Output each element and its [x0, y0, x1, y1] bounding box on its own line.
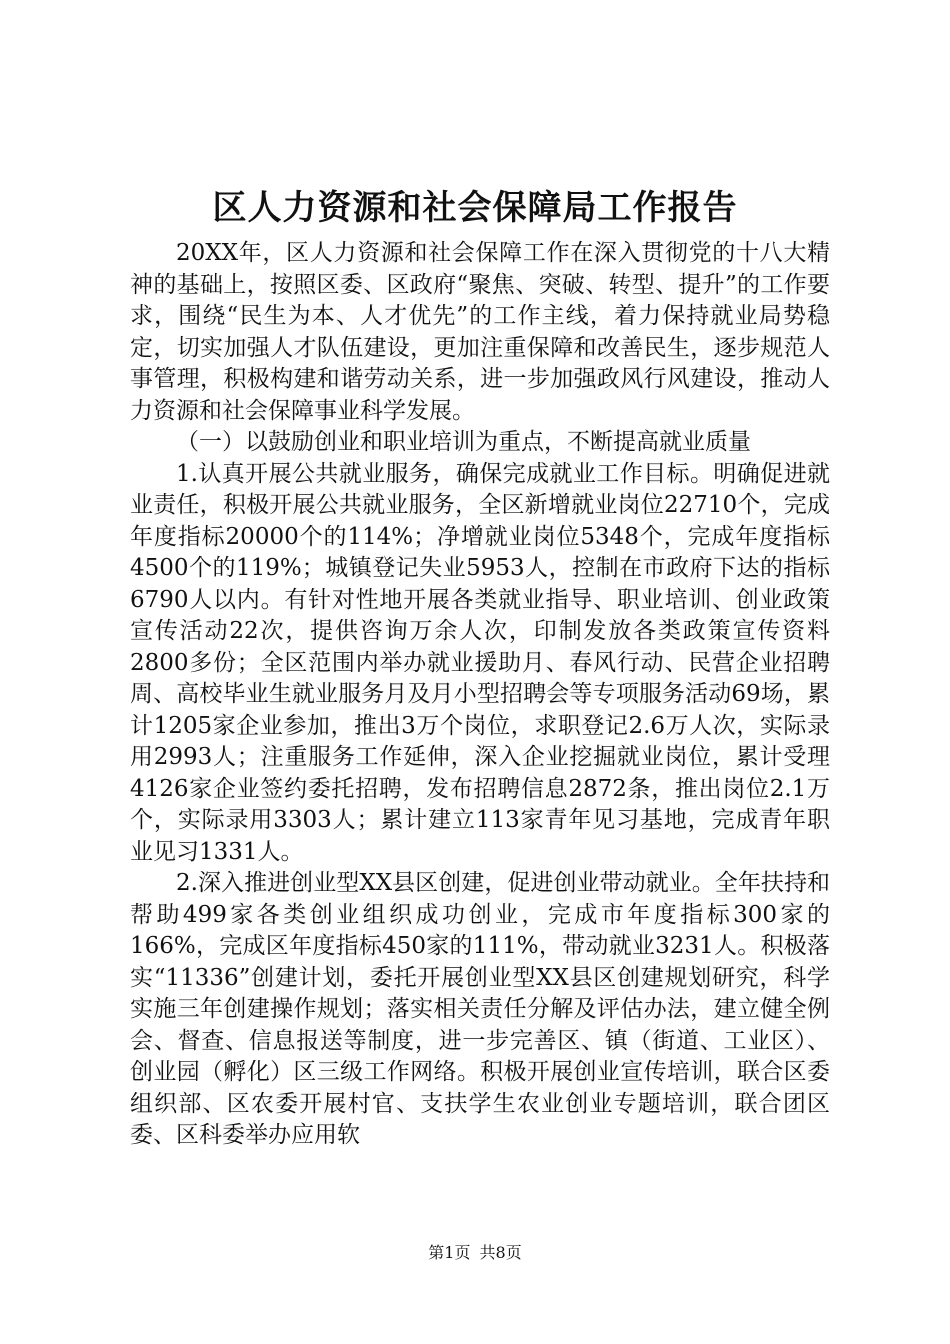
- page-total: 共8页: [479, 1243, 522, 1262]
- page-number: 第1页: [428, 1243, 471, 1262]
- paragraph-intro: 20XX年，区人力资源和社会保障工作在深入贯彻党的十八大精神的基础上，按照区委、区政府“聚焦、突破、转型、提升”的工作要求，围绕“民生为本、人才优先”的工作主线，着力保持就业局势稳定，切实加强人才队伍建设，更加注重保障和改善民生，逐步规范人事管理，积极构建和谐劳动关系，进一步加强政风行风建设，推动人力资源和社会保障事业科学发展。: [130, 240, 830, 424]
- section-heading: （一）以鼓励创业和职业培训为重点，不断提高就业质量: [176, 429, 751, 455]
- paragraph-item-2: 2.深入推进创业型XX县区创建，促进创业带动就业。全年扶持和帮助499家各类创业组织成功创业，完成市年度指标300家的166%，完成区年度指标450家的111%，带动就业3231人。积极落实“11336”创建计划，委托开展创业型XX县区创建规划研究，科学实施三年创建操作规划；落实相关责任分解及评估办法，建立健全例会、督查、信息报送等制度，进一步完善区、镇（街道、工业区）、创业园（孵化）区三级工作网络。积极开展创业宣传培训，联合区委组织部、区农委开展村官、支扶学生农业创业专题培训，联合团区委、区科委举办应用软: [130, 870, 830, 1148]
- page-footer: [0, 1243, 950, 1263]
- document-body: [130, 238, 830, 1152]
- paragraph-item-1: 1.认真开展公共就业服务，确保完成就业工作目标。明确促进就业责任，积极开展公共就业服务，全区新增就业岗位22710个，完成年度指标20000个的114%；净增就业岗位5348个，完成年度指标4500个的119%；城镇登记失业5953人，控制在市政府下达的指标6790人以内。有针对性地开展各类就业指导、职业培训、创业政策宣传活动22次，提供咨询万余人次，印制发放各类政策宣传资料2800多份；全区范围内举办就业援助月、春风行动、民营企业招聘周、高校毕业生就业服务月及月小型招聘会等专项服务活动69场，累计1205家企业参加，推出3万个岗位，求职登记2.6万人次，实际录用2993人；注重服务工作延伸，深入企业挖掘就业岗位，累计受理4126家企业签约委托招聘，发布招聘信息2872条，推出岗位2.1万个，实际录用3303人；累计建立113家青年见习基地，完成青年职业见习1331人。: [130, 460, 830, 865]
- document-title: 区人力资源和社会保障局工作报告: [212, 188, 738, 228]
